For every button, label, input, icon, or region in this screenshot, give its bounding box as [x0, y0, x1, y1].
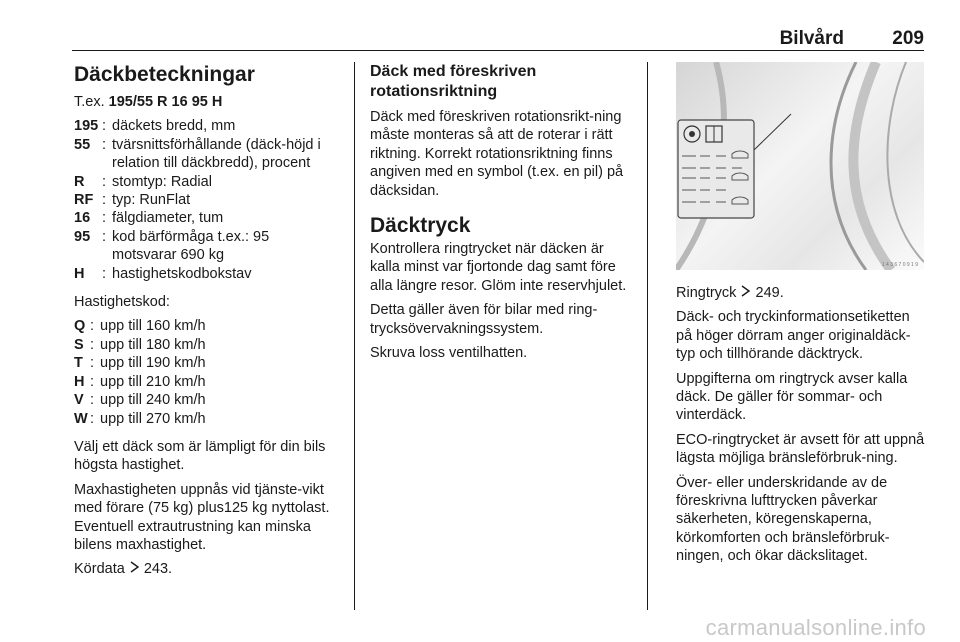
page-title: Däckbeteckningar [74, 63, 255, 86]
separator: : [102, 265, 107, 282]
code-description: upp till 210 km/h [100, 373, 206, 390]
code-key: V [74, 392, 84, 409]
watermark: carmanualsonline.info [705, 615, 926, 640]
right-column [676, 62, 926, 572]
separator: : [90, 410, 95, 427]
separator: : [102, 210, 107, 227]
code-description: upp till 190 km/h [100, 355, 206, 372]
code-description: stomtyp: Radial [112, 173, 212, 190]
code-key: 95 [74, 228, 91, 245]
separator: : [102, 136, 107, 153]
speed-advice-paragraph: Välj ett däck som är lämpligt för din bils högsta hastighet. [74, 438, 326, 474]
pressure-deviation-paragraph: Över- eller underskridande av de föreskrivna lufttrycken påverkar säkerheten, köregenskaperna, körkomforten och bränsleförbruk-ningen, och ökar däckslitaget. [676, 474, 890, 565]
separator: : [102, 228, 107, 245]
label-location-paragraph: Däck- och tryckinformationsetiketten på höger dörram anger originaldäck-typ och tillhörande däcktryck. [676, 309, 911, 363]
code-key: H [74, 265, 85, 282]
column-divider [354, 62, 355, 610]
reference-arrow-icon [740, 285, 751, 297]
code-description: fälgdiameter, tum [112, 210, 224, 227]
code-description: upp till 180 km/h [100, 336, 206, 353]
separator: : [90, 355, 95, 372]
tire-pressure-heading: Däcktryck [370, 214, 471, 238]
code-key: 195 [74, 118, 99, 135]
header-divider [72, 50, 924, 51]
code-description: upp till 160 km/h [100, 318, 206, 335]
section-title: Bilvård [779, 28, 844, 49]
pressure-check-paragraph: Kontrollera ringtrycket när däcken är kalla minst var fjortonde dag samt före alla längre resor. Glöm inte reservhjulet. [370, 241, 627, 294]
code-key: S [74, 336, 84, 353]
code-description: upp till 270 km/h [100, 410, 206, 427]
code-key: T [74, 355, 83, 372]
separator: : [90, 336, 95, 353]
monitoring-paragraph: Detta gäller även för bilar med ring-trycksövervakningssystem. [370, 302, 598, 337]
separator: : [102, 192, 107, 209]
valve-cap-paragraph: Skruva loss ventilhatten. [370, 345, 528, 362]
code-key: W [74, 410, 88, 427]
code-description: kod bärförmåga t.ex.: 95 motsvarar 690 kg [112, 228, 270, 264]
figure-id: 1 4 3 6 7 0 9 1 9 [881, 262, 918, 268]
cross-reference: Ringtryck 249. [676, 285, 784, 301]
code-description: hastighetskodbokstav [112, 265, 252, 282]
page-header [72, 28, 924, 52]
speed-heading: Hastighetskod: [74, 294, 170, 311]
max-speed-paragraph: Maxhastigheten uppnås vid tjänste-vikt med förare (75 kg) plus125 kg nyttolast. Eventuell extrautrustning kan minska bilens maxhastighet. [74, 481, 330, 553]
code-description: tvärsnittsförhållande (däck-höjd i relation till däckbredd), procent [112, 136, 321, 172]
eco-pressure-paragraph: ECO-ringtrycket är avsett för att uppnå lägsta möjliga bränsleförbruk-ning. [676, 431, 925, 467]
code-key: 55 [74, 136, 91, 153]
separator: : [90, 373, 95, 390]
code-key: H [74, 373, 85, 390]
code-key: Q [74, 318, 86, 335]
separator: : [102, 118, 107, 135]
rotation-heading: Däck med föreskriven rotationsriktning [370, 63, 537, 100]
separator: : [102, 173, 107, 190]
code-description: typ: RunFlat [112, 192, 191, 209]
tire-code-list [74, 117, 334, 283]
code-description: däckets bredd, mm [112, 118, 236, 135]
door-frame-image [676, 62, 924, 270]
tire-code-example: T.ex. 195/55 R 16 95 H [74, 94, 223, 110]
separator: : [90, 318, 95, 335]
column-divider [647, 62, 648, 610]
code-key: RF [74, 192, 94, 209]
rotation-paragraph: Däck med föreskriven rotationsrikt-ning måste monteras så att de roterar i rätt riktning. Korrekt rotationsriktning finns angiven med en symbol (t.ex. en pil) på däcksidan. [370, 109, 624, 199]
cross-reference: Kördata 243. [74, 561, 173, 578]
separator: : [90, 392, 95, 409]
cold-tires-paragraph: Uppgifterna om ringtryck avser kalla däck. De gäller för sommar- och vinterdäck. [676, 370, 908, 424]
speed-code-list [74, 317, 334, 427]
code-key: 16 [74, 210, 91, 227]
reference-arrow-icon [129, 561, 140, 573]
tire-label-illustration [676, 62, 924, 270]
page-number: 209 [892, 28, 924, 49]
code-key: R [74, 173, 85, 190]
left-column [74, 62, 334, 585]
code-description: upp till 240 km/h [100, 392, 206, 409]
middle-column [370, 62, 634, 368]
